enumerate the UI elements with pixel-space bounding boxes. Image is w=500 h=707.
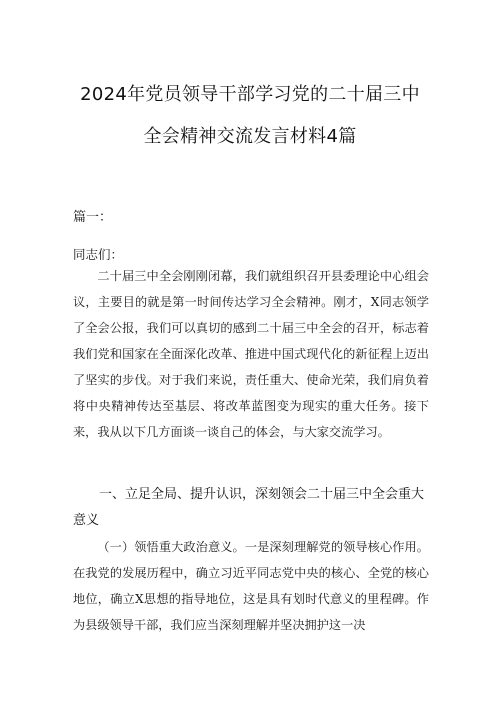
greeting: 同志们： [73, 247, 124, 262]
document-title-line-1: 2024年党员领导干部学习党的二十届三中 [80, 84, 420, 105]
body-paragraph-1: 二十届三中全会刚刚闭幕，我们就组织召开县委理论中心组会议，主要目的就是第一时间传达学习全会精神。刚才，X同志领学了全会公报，我们可以真切的感到二十届三中全会的召开，标志着我们党和国家在全面深化改革、推进中国式现代化的新征程上迈出了坚实的步伐。对于我们来说，责任重大、使命光荣，我们肩负着将中央精神传达至基层、将改革蓝图变为现实的重大任务。接下来，我从以下几方面谈一谈自己的体会，与大家交流学习。 [73, 269, 429, 439]
body-paragraph-2: （一）领悟重大政治意义。一是深刻理解党的领导核心作用。在我党的发展历程中，确立习近平同志党中央的核心、全党的核心地位，确立X思想的指导地位，这是具有划时代意义的里程碑。作为县级领导干部，我们应当深刻理解并坚决拥护这一决 [73, 540, 429, 632]
document-title-line-2: 全会精神交流发言材料4篇 [143, 126, 357, 147]
section-label: 篇一： [73, 210, 113, 225]
section-heading-1: 一、立足全局、提升认识，深刻领会二十届三中全会重大意义 [73, 487, 425, 528]
